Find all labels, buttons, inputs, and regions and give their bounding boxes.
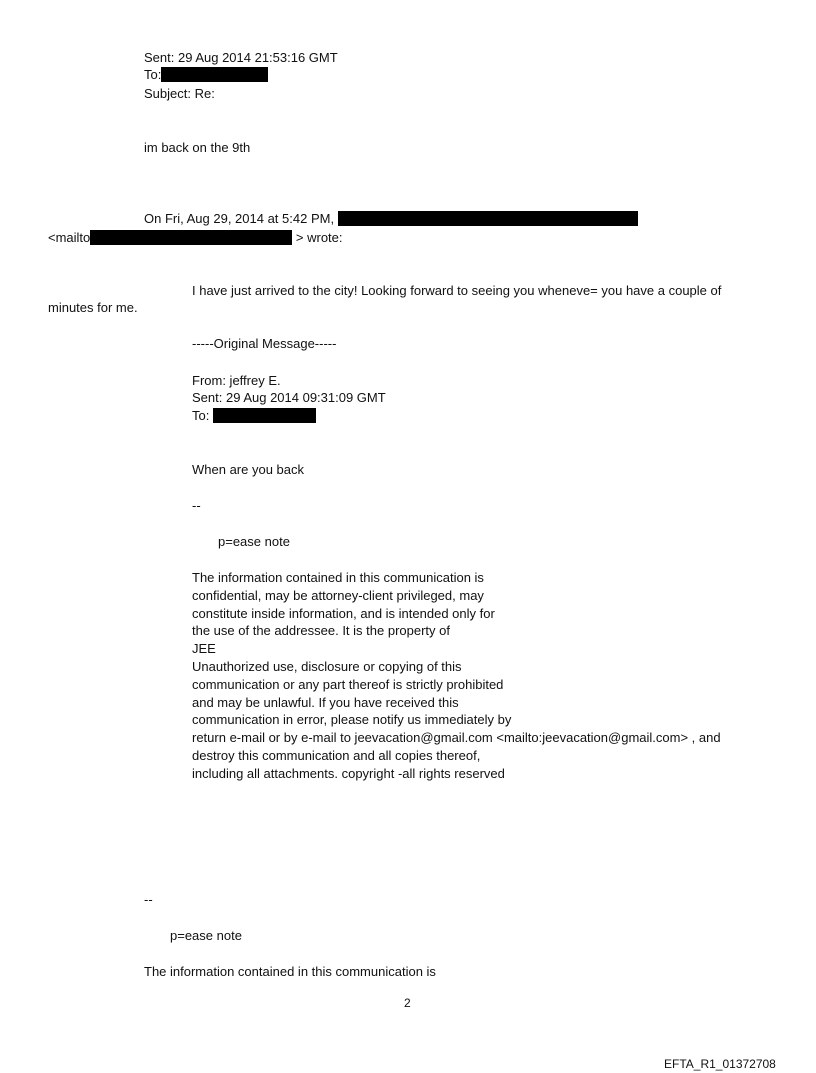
disclaimer-block [192, 569, 721, 783]
trailer-disclaimer-start: The information contained in this communication is [144, 964, 436, 979]
disclaimer-line: destroy this communication and all copies thereof, [192, 747, 481, 763]
disclaimer-line: Unauthorized use, disclosure or copying of this [192, 658, 462, 674]
quoted-message-line1: I have just arrived to the city! Looking forward to seeing you wheneve= you have a couple of [192, 283, 722, 298]
original-message-divider: -----Original Message----- [192, 336, 337, 351]
header-to [144, 66, 268, 83]
original-to-label: To: [192, 408, 210, 423]
original-from: From: jeffrey E. [192, 373, 281, 388]
disclaimer-line: constitute inside information, and is intended only for [192, 605, 495, 621]
quote-intro-text: On Fri, Aug 29, 2014 at 5:42 PM, [144, 211, 335, 226]
disclaimer-line: communication in error, please notify us immediately by [192, 712, 512, 728]
redaction-bar [338, 211, 638, 226]
trailer-signature-dashes: -- [144, 892, 153, 907]
disclaimer-line: return e-mail or by e-mail to jeevacation@gmail.com <mailto:jeevacation@gmail.com> , and [192, 730, 721, 746]
disclaimer-line: communication or any part thereof is strictly prohibited [192, 676, 504, 692]
disclaimer-line: and may be unlawful. If you have received this [192, 694, 459, 710]
original-to [192, 407, 316, 424]
quote-intro-line2 [48, 229, 343, 246]
original-sent: Sent: 29 Aug 2014 09:31:09 GMT [192, 390, 386, 405]
redaction-bar [90, 230, 292, 245]
original-body: When are you back [192, 462, 305, 477]
signature-note: p=ease note [218, 534, 290, 549]
mailto-prefix: <mailto [48, 230, 91, 245]
header-subject: Subject: Re: [144, 86, 215, 101]
disclaimer-line: confidential, may be attorney-client privileged, may [192, 587, 484, 603]
quote-intro-line1 [144, 210, 638, 227]
page-number: 2 [404, 996, 411, 1010]
header-sent: Sent: 29 Aug 2014 21:53:16 GMT [144, 50, 338, 65]
quoted-message-line2: minutes for me. [48, 300, 138, 315]
reply-body: im back on the 9th [144, 140, 251, 155]
trailer-signature-note: p=ease note [170, 928, 242, 943]
header-to-label: To: [144, 67, 162, 82]
disclaimer-line: including all attachments. copyright -all rights reserved [192, 765, 505, 781]
redaction-bar [213, 408, 316, 423]
redaction-bar [161, 67, 268, 82]
document-id: EFTA_R1_01372708 [664, 1057, 776, 1071]
disclaimer-line: the use of the addressee. It is the property of [192, 623, 450, 639]
wrote-text: > wrote: [295, 230, 343, 245]
disclaimer-line: JEE [192, 641, 216, 657]
signature-dashes: -- [192, 498, 201, 513]
disclaimer-line: The information contained in this communication is [192, 570, 484, 585]
